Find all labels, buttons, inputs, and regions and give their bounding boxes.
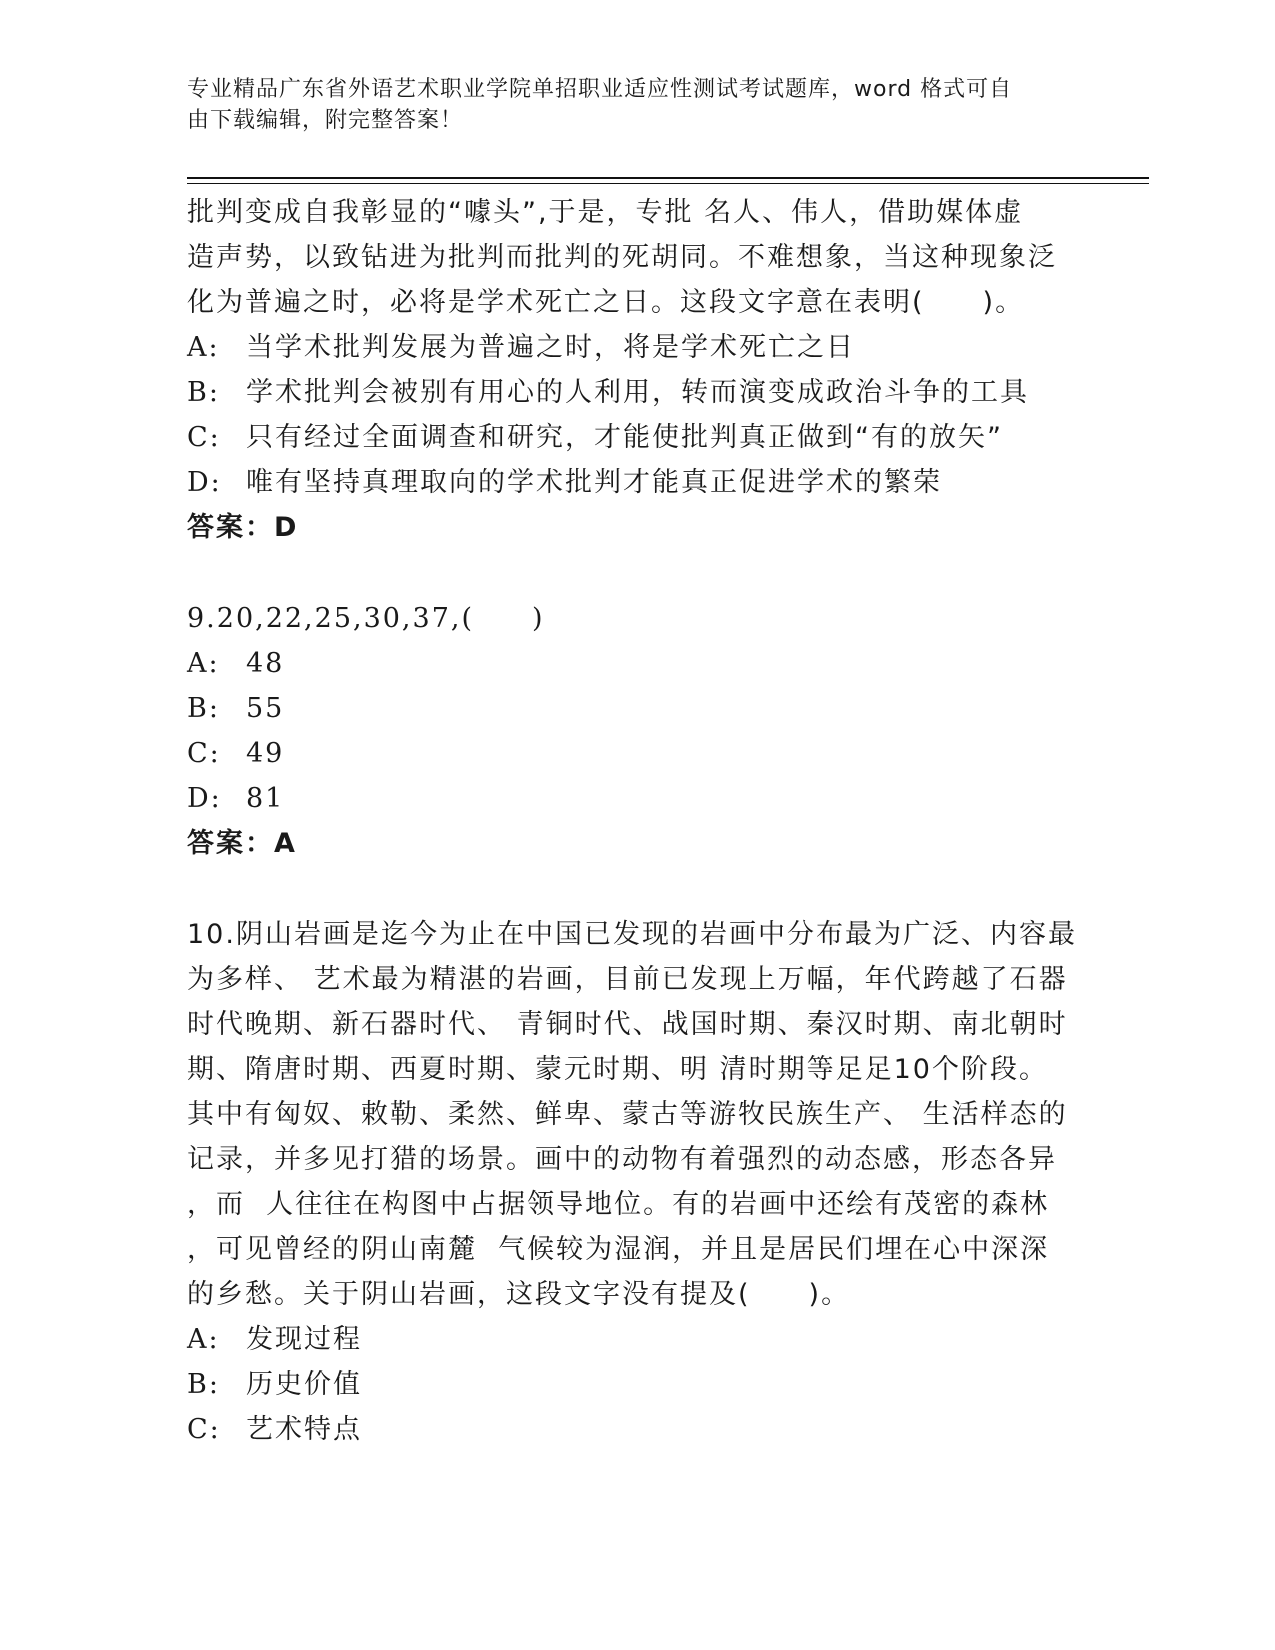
option-letter: A: xyxy=(187,1324,220,1355)
question-text-line: 9.20,22,25,30,37,( ) xyxy=(187,603,545,634)
question-9 xyxy=(187,596,1087,866)
question-text-line: 造声势，以致钻进为批判而批判的死胡同。不难想象，当这种现象泛 xyxy=(187,242,1057,273)
question-text-line: 批判变成自我彰显的“噱头”,于是，专批 名人、伟人，借助媒体虚 xyxy=(187,197,1024,228)
question-text-line: 为多样、 艺术最为精湛的岩画，目前已发现上万幅，年代跨越了石器 xyxy=(187,964,1068,995)
option-text: 学术批判会被别有用心的人利用，转而演变成政治斗争的工具 xyxy=(246,377,1029,408)
option-letter: A: xyxy=(187,332,220,363)
question-text-line: 10.阴山岩画是迄今为止在中国已发现的岩画中分布最为广泛、内容最 xyxy=(187,919,1077,950)
option-a xyxy=(187,1317,1087,1362)
option-letter: B: xyxy=(187,377,220,408)
option-text: 只有经过全面调查和研究，才能使批判真正做到“有的放矢” xyxy=(246,422,1003,453)
question-text-line: ，可见曾经的阴山南麓 气候较为湿润，并且是居民们埋在心中深深 xyxy=(187,1234,1050,1265)
question-text-line: 的乡愁。关于阴山岩画，这段文字没有提及( )。 xyxy=(187,1279,851,1310)
option-text: 当学术批判发展为普遍之时，将是学术死亡之日 xyxy=(246,332,855,363)
option-text: 艺术特点 xyxy=(246,1414,362,1445)
page-header xyxy=(187,74,1067,136)
option-text: 81 xyxy=(246,783,285,814)
option-text: 55 xyxy=(246,693,285,724)
option-a xyxy=(187,641,1087,686)
option-text: 48 xyxy=(246,648,285,679)
question-8 xyxy=(187,190,1087,550)
option-d xyxy=(187,460,1087,505)
header-line-1: 专业精品广东省外语艺术职业学院单招职业适应性测试考试题库，word 格式可自 xyxy=(187,77,1013,102)
option-b xyxy=(187,686,1087,731)
option-letter: C: xyxy=(187,1414,221,1445)
question-10 xyxy=(187,912,1087,1452)
option-letter: B: xyxy=(187,693,220,724)
option-letter: D: xyxy=(187,783,222,814)
option-c xyxy=(187,415,1087,460)
question-text-line: 记录，并多见打猎的场景。画中的动物有着强烈的动态感，形态各异 xyxy=(187,1144,1057,1175)
option-c xyxy=(187,731,1087,776)
option-letter: C: xyxy=(187,738,221,769)
header-line-2: 由下载编辑，附完整答案！ xyxy=(187,108,464,133)
option-d xyxy=(187,776,1087,821)
header-rule-thick xyxy=(187,177,1149,179)
option-b xyxy=(187,370,1087,415)
option-letter: C: xyxy=(187,422,221,453)
question-text-line: 化为普遍之时，必将是学术死亡之日。这段文字意在表明( )。 xyxy=(187,287,1025,318)
spacer xyxy=(187,866,1087,912)
question-text-line: 期、隋唐时期、西夏时期、蒙元时期、明 清时期等足足10个阶段。 xyxy=(187,1054,1048,1085)
option-c xyxy=(187,1407,1087,1452)
option-text: 发现过程 xyxy=(246,1324,362,1355)
option-letter: B: xyxy=(187,1369,220,1400)
question-text-line: ，而 人往往在构图中占据领导地位。有的岩画中还绘有茂密的森林 xyxy=(187,1189,1050,1220)
option-a xyxy=(187,325,1087,370)
header-rule-thin xyxy=(187,183,1149,184)
option-b xyxy=(187,1362,1087,1407)
document-body xyxy=(187,190,1087,1452)
spacer xyxy=(187,550,1087,596)
option-text: 历史价值 xyxy=(246,1369,362,1400)
option-letter: A: xyxy=(187,648,220,679)
question-text-line: 时代晚期、新石器时代、 青铜时代、战国时期、秦汉时期、南北朝时 xyxy=(187,1009,1068,1040)
answer-line: 答案：D xyxy=(187,512,299,543)
option-text: 唯有坚持真理取向的学术批判才能真正促进学术的繁荣 xyxy=(246,467,942,498)
answer-line: 答案：A xyxy=(187,828,297,859)
option-letter: D: xyxy=(187,467,222,498)
option-text: 49 xyxy=(246,738,285,769)
question-text-line: 其中有匈奴、敕勒、柔然、鲜卑、蒙古等游牧民族生产、 生活样态的 xyxy=(187,1099,1068,1130)
